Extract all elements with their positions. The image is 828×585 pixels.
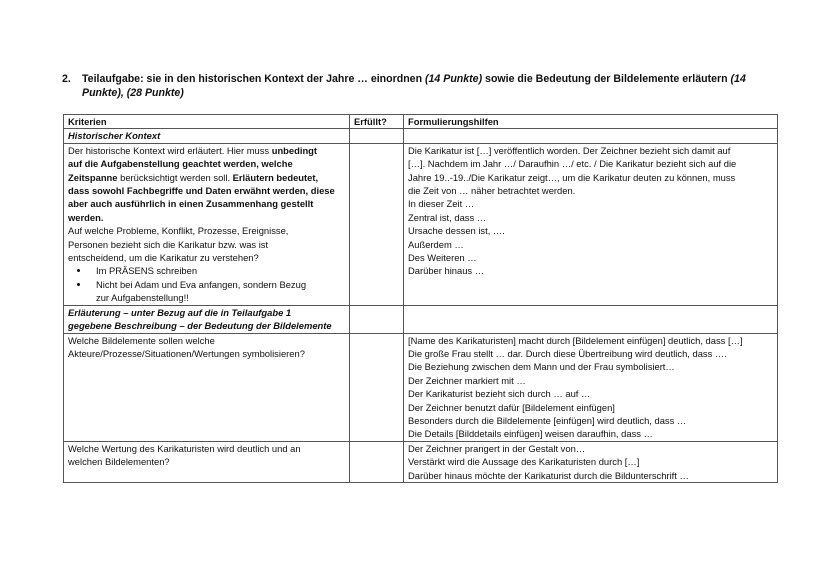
criteria-line: werden.: [68, 211, 104, 223]
hint-line: Verstärkt wird die Aussage des Karikaturisten durch […]: [408, 456, 640, 468]
criteria-emphasis: Erläutern bedeutet,: [232, 171, 319, 183]
criteria-cell: [64, 333, 350, 441]
hint-line: Die große Frau stellt … dar. Durch diese Übertreibung wird deutlich, dass ….: [408, 347, 727, 359]
criteria-line: Personen bezieht sich die Karikatur bzw. was ist: [68, 238, 269, 250]
hint-line: Außerdem …: [408, 238, 464, 250]
header-erfuellt: Erfüllt?: [350, 115, 404, 129]
task-text-b: sowie die Bedeutung der Bildelemente erläutern: [482, 73, 731, 85]
hint-line: Darüber hinaus …: [408, 265, 485, 277]
criteria-text: berücksichtigt werden soll.: [117, 171, 233, 183]
section-empty-cell: [350, 305, 404, 333]
hint-line: In dieser Zeit …: [408, 198, 475, 210]
criteria-table: [63, 114, 778, 483]
fulfilled-cell[interactable]: [350, 143, 404, 305]
bullet-text: zur Aufgabenstellung!!: [96, 292, 189, 304]
section-title-line: gegebene Beschreibung – der Bedeutung der Bildelemente: [68, 320, 332, 332]
table-header-row: [64, 115, 778, 129]
hint-line: […]. Nachdem im Jahr …/ Daraufhin …/ etc. / Die Karikatur bezieht sich auf die: [408, 158, 737, 170]
criteria-line: [68, 171, 345, 184]
table-row: [64, 143, 778, 305]
criteria-line: dass sowohl Fachbegriffe und Daten erwähnt werden, diese: [68, 185, 335, 197]
hints-cell: [404, 333, 778, 441]
hint-line: Der Zeichner prangert in der Gestalt von…: [408, 442, 586, 454]
section-row-historischer-kontext: [64, 129, 778, 143]
header-formulierungshilfen: Formulierungshilfen: [404, 115, 778, 129]
hint-line: Die Details [Bilddetails einfügen] weisen daraufhin, dass …: [408, 428, 653, 440]
hint-line: Ursache dessen ist, ….: [408, 225, 505, 237]
hint-line: Besonders durch die Bildelemente [einfügen] wird deutlich, dass …: [408, 414, 687, 426]
header-kriterien: Kriterien: [64, 115, 350, 129]
hint-line: Der Zeichner markiert mit …: [408, 374, 526, 386]
criteria-line: Welche Bildelemente sollen welche: [68, 334, 215, 346]
hint-line: Zentral ist, dass …: [408, 211, 487, 223]
bullet-item: [90, 264, 345, 277]
table-row: [64, 333, 778, 441]
criteria-line: [68, 144, 345, 157]
criteria-line: auf die Aufgabenstellung geachtet werden, welche: [68, 158, 293, 170]
criteria-emphasis: Zeitspanne: [68, 171, 118, 183]
criteria-text: Der historische Kontext wird erläutert. Hier muss: [68, 144, 272, 156]
criteria-emphasis: unbedingt: [271, 144, 318, 156]
task-number: 2.: [62, 73, 71, 85]
criteria-line: entscheidend, um die Karikatur zu verstehen?: [68, 252, 259, 264]
section-empty-cell: [404, 129, 778, 143]
task-points-a: (14 Punkte): [425, 73, 483, 85]
criteria-cell: [64, 441, 350, 482]
hint-line: Der Zeichner benutzt dafür [Bildelement einfügen]: [408, 401, 615, 413]
bullet-list: [68, 264, 345, 304]
hint-line: die Zeit von … näher betrachtet werden.: [408, 185, 576, 197]
fulfilled-cell[interactable]: [350, 333, 404, 441]
hint-line: Die Beziehung zwischen dem Mann und der Frau symbolisiert…: [408, 361, 675, 373]
hint-line: [Name des Karikaturisten] macht durch [Bildelement einfügen] deutlich, dass […]: [408, 334, 743, 346]
fulfilled-cell[interactable]: [350, 441, 404, 482]
bullet-item: [90, 278, 345, 305]
hints-cell: [404, 441, 778, 482]
criteria-line: Welche Wertung des Karikaturisten wird deutlich und an: [68, 442, 301, 454]
section-empty-cell: [404, 305, 778, 333]
section-title-historischer-kontext: Historischer Kontext: [64, 129, 350, 143]
criteria-line: aber auch ausführlich in einen Zusammenhang gestellt: [68, 198, 314, 210]
hint-line: Die Karikatur ist […] veröffentlich worden. Der Zeichner bezieht sich damit auf: [408, 144, 731, 156]
hint-line: Jahre 19..-19../Die Karikatur zeigt…, um die Karikatur deuten zu können, muss: [408, 171, 736, 183]
hint-line: Darüber hinaus möchte der Karikaturist durch die Bildunterschrift …: [408, 469, 689, 481]
task-text-a: Teilaufgabe: sie in den historischen Kontext der Jahre … einordnen: [82, 73, 425, 85]
criteria-line: welchen Bildelementen?: [68, 456, 170, 468]
section-row-bildelemente: [64, 305, 778, 333]
section-empty-cell: [350, 129, 404, 143]
bullet-text: • Im PRÄSENS schreiben: [96, 265, 198, 277]
task-text: [82, 72, 772, 100]
hints-cell: [404, 143, 778, 305]
criteria-cell: [64, 143, 350, 305]
table-row: [64, 441, 778, 482]
task-points-c: Punkte), (28 Punkte): [82, 87, 184, 99]
section-title-bildelemente: [64, 305, 350, 333]
criteria-line: Auf welche Probleme, Konflikt, Prozesse, Ereignisse,: [68, 225, 289, 237]
hint-line: Des Weiteren …: [408, 252, 477, 264]
criteria-line: Akteure/Prozesse/Situationen/Wertungen symbolisieren?: [68, 347, 305, 359]
section-title-line: Erläuterung – unter Bezug auf die in Teilaufgabe 1: [68, 306, 292, 318]
task-points-b: (14: [730, 73, 746, 85]
hint-line: Der Karikaturist bezieht sich durch … auf …: [408, 388, 591, 400]
bullet-text: • Nicht bei Adam und Eva anfangen, sondern Bezug: [96, 278, 307, 290]
